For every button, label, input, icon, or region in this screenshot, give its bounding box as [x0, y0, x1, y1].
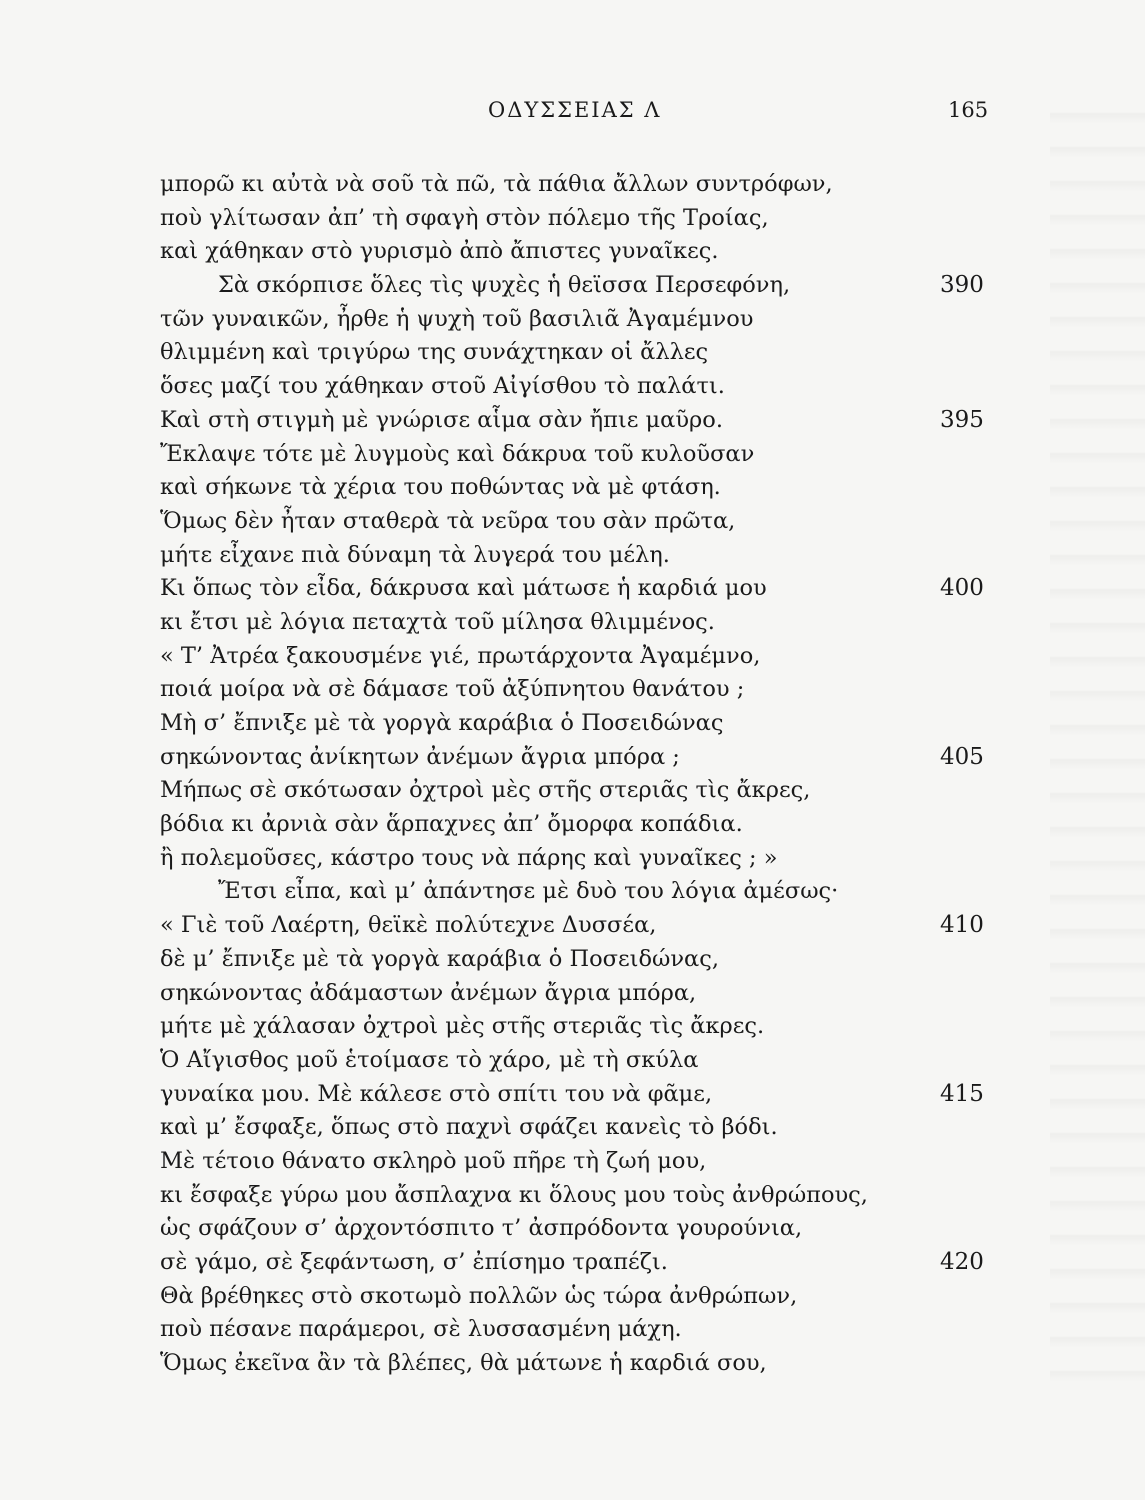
verse-line	[160, 943, 1010, 977]
verse-text: καὶ σήκωνε τὰ χέρια του ποθώντας νὰ μὲ φτάση.	[160, 474, 721, 501]
verse-line	[160, 1078, 1010, 1112]
verse-text: σηκώνοντας ἀδάμαστων ἀνέμων ἄγρια μπόρα,	[160, 979, 697, 1006]
verse-line	[160, 505, 1010, 539]
line-number: 400	[940, 575, 984, 602]
verse-text: Ἔκλαψε τότε μὲ λυγμοὺς καὶ δάκρυα τοῦ κυλοῦσαν	[160, 440, 755, 467]
bleed-through-shadow	[1050, 90, 1145, 1400]
verse-text: τῶν γυναικῶν, ἦρθε ἡ ψυχὴ τοῦ βασιλιᾶ Ἀγαμέμνου	[160, 305, 754, 332]
verse-text: μήτε εἶχανε πιὰ δύναμη τὰ λυγερά του μέλη.	[160, 541, 670, 568]
verse-line	[160, 1044, 1010, 1078]
verse-line	[160, 741, 1010, 775]
verse-text: « Γιὲ τοῦ Λαέρτη, θεϊκὲ πολύτεχνε Δυσσέα,	[160, 912, 657, 939]
verse-line	[160, 909, 1010, 943]
verse-text: ὅσες μαζί του χάθηκαν στοῦ Αἰγίσθου τὸ παλάτι.	[160, 373, 725, 400]
verse-text: Ὅμως ἐκεῖνα ἂν τὰ βλέπες, θὰ μάτωνε ἡ καρδιά σου,	[160, 1350, 767, 1377]
verse-line	[160, 673, 1010, 707]
page-header	[0, 98, 1145, 134]
verse-line	[160, 168, 1010, 202]
verse-line	[160, 606, 1010, 640]
verse-text: κι ἔτσι μὲ λόγια πεταχτὰ τοῦ μίλησα θλιμμένος.	[160, 608, 715, 635]
verse-text: ἢ πολεμοῦσες, κάστρο τους νὰ πάρης καὶ γυναῖκες ; »	[160, 844, 778, 871]
verse-text: ὡς σφάζουν σ’ ἀρχοντόσπιτο τ’ ἀσπρόδοντα γουρούνια,	[160, 1215, 803, 1242]
verse-text: καὶ χάθηκαν στὸ γυρισμὸ ἀπὸ ἄπιστες γυναῖκες.	[160, 238, 719, 265]
verse-line	[160, 202, 1010, 236]
running-title: ΟΔΥΣΣΕΙΑΣ Λ	[488, 98, 662, 122]
verse-text: θλιμμένη καὶ τριγύρω της συνάχτηκαν οἱ ἄλλες	[160, 339, 709, 366]
verse-text: Σὰ σκόρπισε ὅλες τὶς ψυχὲς ἡ θεϊσσα Περσεφόνη,	[218, 272, 791, 299]
line-number: 390	[940, 272, 984, 299]
verse-text: ποιά μοίρα νὰ σὲ δάμασε τοῦ ἀξύπνητου θανάτου ;	[160, 676, 745, 703]
verse-text: Ἔτσι εἶπα, καὶ μ’ ἀπάντησε μὲ δυὸ του λόγια ἀμέσως·	[218, 878, 839, 905]
verse-line	[160, 1010, 1010, 1044]
verse-line	[160, 842, 1010, 876]
verse-text: Καὶ στὴ στιγμὴ μὲ γνώρισε αἷμα σὰν ἤπιε μαῦρο.	[160, 406, 723, 433]
verse-line	[160, 808, 1010, 842]
verse-text: δὲ μ’ ἔπνιξε μὲ τὰ γοργὰ καράβια ὁ Ποσειδώνας,	[160, 945, 719, 972]
verse-line	[160, 640, 1010, 674]
line-number: 415	[940, 1080, 984, 1107]
verse-line	[160, 336, 1010, 370]
verse-text: Μήπως σὲ σκότωσαν ὀχτροὶ μὲς στῆς στεριᾶς τὶς ἄκρες,	[160, 777, 811, 804]
verse-text: Μὲ τέτοιο θάνατο σκληρὸ μοῦ πῆρε τὴ ζωή μου,	[160, 1147, 707, 1174]
verse-line	[160, 572, 1010, 606]
verse-line	[160, 1212, 1010, 1246]
verse-line	[160, 235, 1010, 269]
verse-text: Μὴ σ’ ἔπνιξε μὲ τὰ γοργὰ καράβια ὁ Ποσειδώνας	[160, 710, 724, 736]
verse-line	[160, 774, 1010, 808]
verse-text: μπορῶ κι αὐτὰ νὰ σοῦ τὰ πῶ, τὰ πάθια ἄλλων συντρόφων,	[160, 171, 833, 197]
line-number: 395	[940, 406, 984, 433]
verse-line	[160, 404, 1010, 438]
verse-line	[160, 707, 1010, 741]
verse-text: ποὺ γλίτωσαν ἀπ’ τὴ σφαγὴ στὸν πόλεμο τῆς Τροίας,	[160, 204, 769, 231]
verse-text: σὲ γάμο, σὲ ξεφάντωση, σ’ ἐπίσημο τραπέζι.	[160, 1249, 668, 1275]
verse-text: « Τ’ Ἀτρέα ξακουσμένε γιέ, πρωτάρχοντα Ἀγαμέμνο,	[160, 642, 761, 669]
verse-line	[160, 1280, 1010, 1314]
verse-line	[160, 539, 1010, 573]
verse-line	[160, 438, 1010, 472]
verse-text: ποὺ πέσανε παράμεροι, σὲ λυσσασμένη μάχη.	[160, 1316, 682, 1343]
verse-block	[160, 168, 1010, 1381]
verse-text: Κι ὅπως τὸν εἶδα, δάκρυσα καὶ μάτωσε ἡ καρδιά μου	[160, 575, 767, 602]
line-number: 405	[940, 743, 984, 770]
verse-text: Ὁ Αἴγισθος μοῦ ἑτοίμασε τὸ χάρο, μὲ τὴ σκύλα	[160, 1046, 699, 1073]
verse-text: Θὰ βρέθηκες στὸ σκοτωμὸ πολλῶν ὡς τώρα ἀνθρώπων,	[160, 1282, 798, 1309]
verse-line	[160, 1145, 1010, 1179]
verse-line	[160, 1246, 1010, 1280]
page-number: 165	[948, 98, 989, 122]
verse-line	[160, 1347, 1010, 1381]
verse-line	[160, 875, 1010, 909]
line-number: 410	[940, 912, 984, 939]
verse-line	[160, 977, 1010, 1011]
line-number: 420	[940, 1249, 984, 1275]
verse-line	[160, 471, 1010, 505]
verse-line	[160, 303, 1010, 337]
verse-text: μήτε μὲ χάλασαν ὀχτροὶ μὲς στῆς στεριᾶς τὶς ἄκρες.	[160, 1013, 765, 1040]
verse-line	[160, 269, 1010, 303]
verse-text: κι ἔσφαξε γύρω μου ἄσπλαχνα κι ὅλους μου τοὺς ἀνθρώπους,	[160, 1181, 868, 1208]
verse-text: βόδια κι ἀρνιὰ σὰν ἅρπαχνες ἀπ’ ὄμορφα κοπάδια.	[160, 811, 743, 838]
verse-line	[160, 1313, 1010, 1347]
verse-line	[160, 1179, 1010, 1213]
verse-line	[160, 1111, 1010, 1145]
verse-text: Ὅμως δὲν ἦταν σταθερὰ τὰ νεῦρα του σὰν πρῶτα,	[160, 507, 736, 534]
verse-text: καὶ μ’ ἔσφαξε, ὅπως στὸ παχνὶ σφάζει κανεὶς τὸ βόδι.	[160, 1114, 778, 1141]
verse-text: σηκώνοντας ἀνίκητων ἀνέμων ἄγρια μπόρα ;	[160, 743, 680, 770]
verse-line	[160, 370, 1010, 404]
verse-text: γυναίκα μου. Μὲ κάλεσε στὸ σπίτι του νὰ φᾶμε,	[160, 1080, 713, 1107]
